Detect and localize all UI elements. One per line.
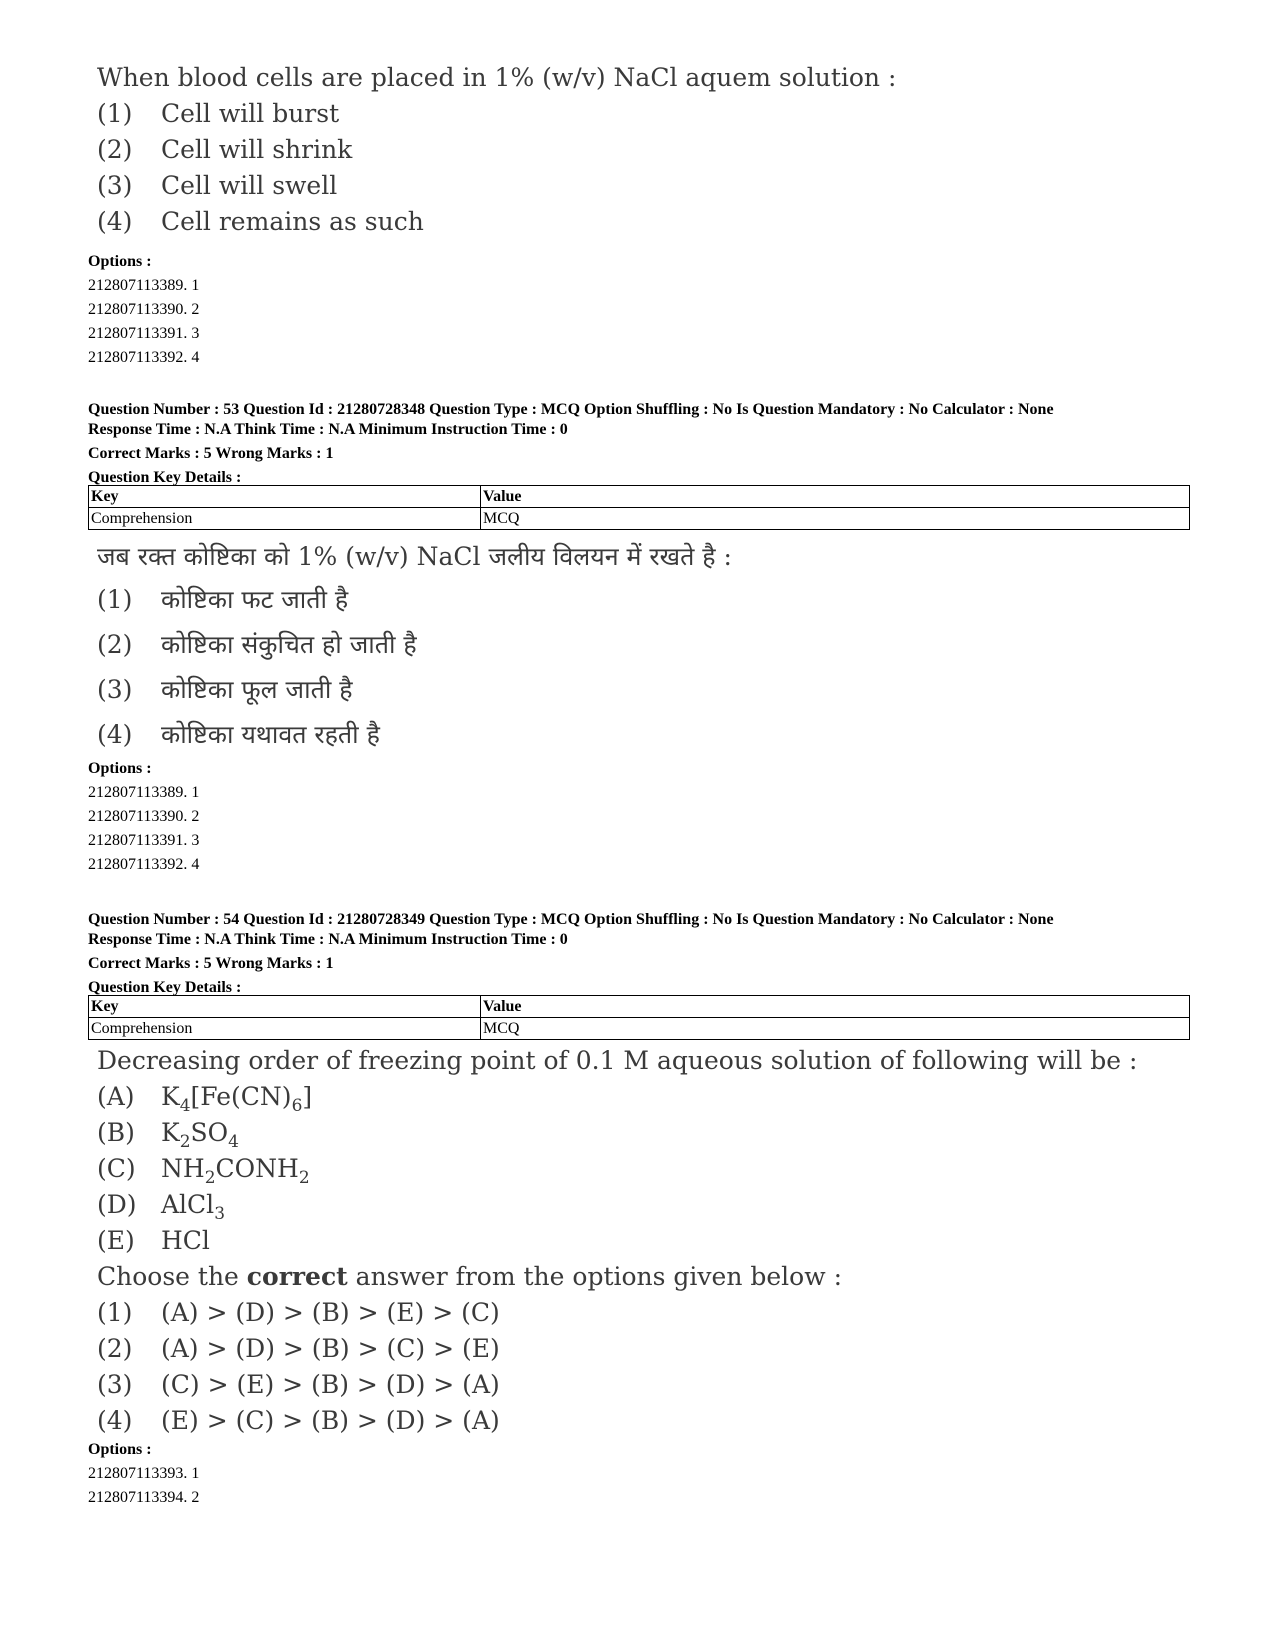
option-id: 212807113390. 2 [88,301,200,318]
compound-c: (C) $NH_2CONH_2$ [97,1154,310,1188]
q54-choice: (3) (C) > (E) > (B) > (D) > (A) [97,1370,500,1399]
option-id: 212807113389. 1 [88,277,200,294]
q52-choice: (4) Cell remains as such [97,207,424,236]
compound-e: (E) HCl [97,1226,210,1255]
table-header-row [89,996,1190,1018]
option-id: 212807113390. 2 [88,808,200,825]
question-timing-line: Response Time : N.A Think Time : N.A Minimum Instruction Time : 0 [88,931,568,948]
option-id: 212807113392. 4 [88,349,200,366]
question-timing-line: Response Time : N.A Think Time : N.A Minimum Instruction Time : 0 [88,421,568,438]
question-key-details: Question Key Details : [88,469,242,486]
option-id: 212807113392. 4 [88,856,200,873]
table-header-key: Key [89,996,481,1018]
question-meta-line: Question Number : 54 Question Id : 21280728349 Question Type : MCQ Option Shuffling : No Is Question Mandatory : No Calculator : None [88,911,1054,928]
table-header-value: Value [481,486,1190,508]
question-marks: Correct Marks : 5 Wrong Marks : 1 [88,955,334,972]
q54-key-table [88,995,1190,1040]
q54-choice: (4) (E) > (C) > (B) > (D) > (A) [97,1406,500,1435]
q52-choice: (3) Cell will swell [97,171,338,200]
q53-meta [88,400,1054,488]
option-id: 212807113389. 1 [88,784,200,801]
q53-options-list [88,757,199,877]
q54-choice: (2) (A) > (D) > (B) > (C) > (E) [97,1334,500,1363]
table-cell-key: Comprehension [89,1018,481,1040]
option-id: 212807113391. 3 [88,832,200,849]
table-header-row [89,486,1190,508]
q53-choice: (4) कोष्टिका यथावत रहती है [97,720,380,749]
table-header-key: Key [89,486,481,508]
q53-choice: (1) कोष्टिका फट जाती है [97,585,349,614]
q52-choice: (1) Cell will burst [97,99,340,128]
question-marks: Correct Marks : 5 Wrong Marks : 1 [88,445,334,462]
q54-question-block [97,1043,1137,1439]
table-cell-value: MCQ [481,508,1190,530]
options-header: Options : [88,253,152,270]
q54-instruction: Choose the correct answer from the options given below : [97,1262,842,1291]
q54-meta [88,910,1054,998]
compound-d: (D) AlCl$_3$ [97,1190,226,1224]
table-row [89,1018,1190,1040]
options-header: Options : [88,1441,152,1458]
compound-a: (A) $K_4[Fe(CN)_6]$ [97,1082,313,1116]
q54-choice: (1) (A) > (D) > (B) > (E) > (C) [97,1298,500,1327]
q52-question-text: When blood cells are placed in 1% (w/v) NaCl aquem solution : [97,63,897,92]
table-cell-value: MCQ [481,1018,1190,1040]
q53-choice: (2) कोष्टिका संकुचित हो जाती है [97,630,417,659]
q53-question-block [97,537,732,757]
option-id: 212807113394. 2 [88,1489,200,1506]
option-id: 212807113393. 1 [88,1465,200,1482]
q53-key-table [88,485,1190,530]
q52-choice: (2) Cell will shrink [97,135,353,164]
question-meta-line: Question Number : 53 Question Id : 21280728348 Question Type : MCQ Option Shuffling : No Is Question Mandatory : No Calculator : None [88,401,1054,418]
compound-b: (B) $K_2SO_4$ [97,1118,239,1152]
table-row [89,508,1190,530]
options-header: Options : [88,760,152,777]
table-header-value: Value [481,996,1190,1018]
q52-question-block [97,60,896,240]
q53-question-text: जब रक्त कोष्टिका को 1% (w/v) NaCl जलीय विलयन में रखते है : [97,542,732,571]
q52-options-list [88,250,199,370]
q54-question-text: Decreasing order of freezing point of 0.1 M aqueous solution of following will be : [97,1046,1138,1075]
q53-choice: (3) कोष्टिका फूल जाती है [97,675,353,704]
table-cell-key: Comprehension [89,508,481,530]
option-id: 212807113391. 3 [88,325,200,342]
q54-options-list [88,1438,199,1510]
question-key-details: Question Key Details : [88,979,242,996]
